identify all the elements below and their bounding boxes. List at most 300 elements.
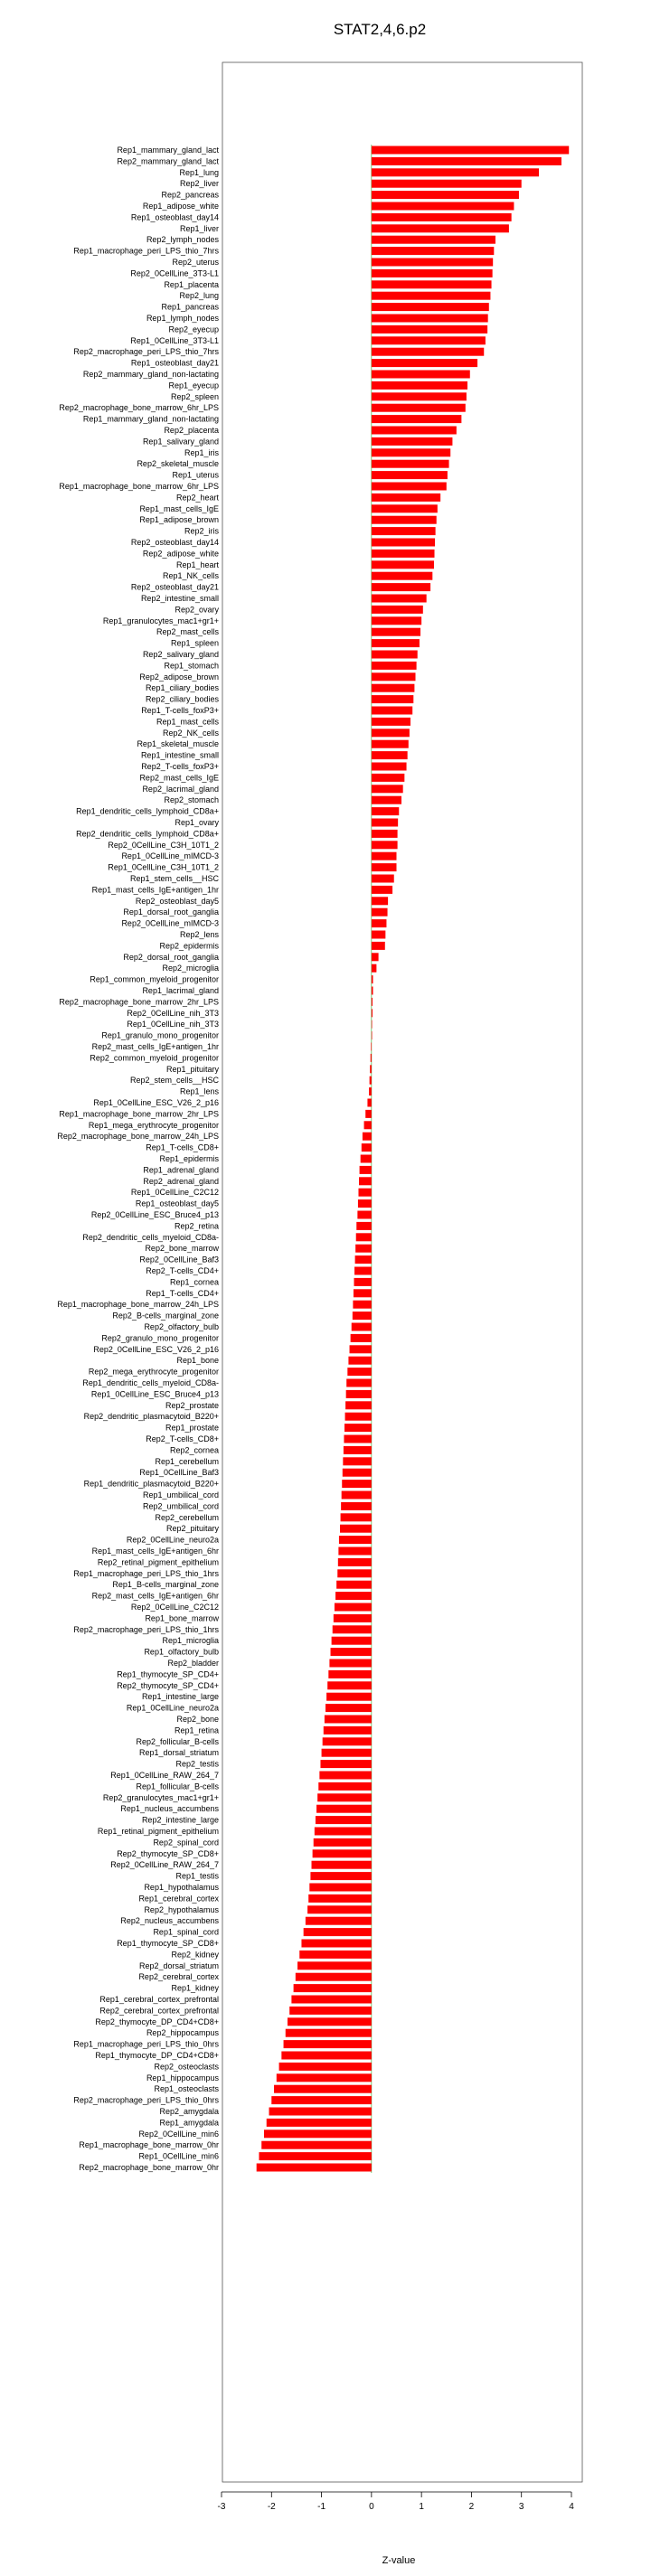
bar <box>370 1065 372 1073</box>
category-label: Rep1_0CellLine_C3H_10T1_2 <box>108 862 219 872</box>
category-label: Rep1_liver <box>179 223 219 233</box>
category-label: Rep1_mast_cells_IgE <box>139 503 219 513</box>
category-label: Rep2_dendritic_cells_myeloid_CD8a- <box>82 1232 219 1242</box>
bar <box>372 718 410 726</box>
bar <box>372 236 495 244</box>
bar <box>372 303 489 311</box>
bar <box>354 1289 372 1297</box>
bar <box>323 1737 372 1745</box>
category-label: Rep2_dorsal_striatum <box>138 1960 219 1970</box>
bar <box>372 886 392 894</box>
category-label: Rep1_T-cells_CD8+ <box>146 1142 219 1152</box>
bar <box>331 1648 372 1656</box>
bar <box>335 1603 372 1612</box>
bar <box>372 292 491 300</box>
bars-group <box>257 146 570 2172</box>
bar <box>326 1704 372 1712</box>
category-label: Rep2_dendritic_cells_lymphoid_CD8a+ <box>76 829 219 839</box>
category-label: Rep1_common_myeloid_progenitor <box>90 974 219 984</box>
bar <box>261 2141 372 2149</box>
category-label: Rep2_0CellLine_ESC_Bruce4_p13 <box>90 1210 219 1219</box>
category-label: Rep1_cerebellum <box>155 1456 219 1466</box>
category-label: Rep2_cerebellum <box>155 1512 219 1522</box>
bar <box>354 1278 372 1286</box>
bar <box>372 516 437 524</box>
bar <box>372 672 416 681</box>
bar <box>355 1255 372 1264</box>
category-label: Rep2_T-cells_foxP3+ <box>141 762 219 771</box>
bar <box>372 157 561 165</box>
category-label: Rep2_skeletal_muscle <box>137 459 219 469</box>
bar <box>372 437 453 446</box>
category-label: Rep2_bone <box>176 1715 219 1724</box>
category-label: Rep1_skeletal_muscle <box>137 739 219 749</box>
bar <box>334 1614 372 1622</box>
category-label: Rep1_thymocyte_SP_CD8+ <box>117 1939 219 1948</box>
category-label: Rep1_thymocyte_DP_CD4+CD8+ <box>95 2051 219 2060</box>
category-label: Rep2_0CellLine_C3H_10T1_2 <box>108 840 219 850</box>
bar <box>352 1323 372 1331</box>
category-label: Rep1_osteoclasts <box>154 2084 219 2094</box>
category-label: Rep2_ciliary_bodies <box>145 694 219 704</box>
bar <box>344 1424 372 1432</box>
category-label: Rep2_0CellLine_mIMCD-3 <box>121 918 219 928</box>
category-label: Rep2_0CellLine_RAW_264_7 <box>110 1860 219 1870</box>
category-label: Rep1_cerebral_cortex_prefrontal <box>99 1995 219 2004</box>
bar <box>342 1480 372 1488</box>
bar <box>353 1301 371 1309</box>
category-label: Rep2_liver <box>179 179 219 189</box>
bar <box>372 852 397 860</box>
category-label: Rep2_stem_cells__HSC <box>129 1076 219 1086</box>
bar <box>289 2007 372 2015</box>
category-label: Rep2_macrophage_bone_marrow_2hr_LPS <box>59 997 219 1007</box>
category-label: Rep2_amygdala <box>159 2107 219 2116</box>
bar <box>372 224 509 232</box>
bar <box>277 2073 372 2082</box>
bar <box>271 2096 372 2104</box>
bar <box>344 1435 371 1443</box>
category-label: Rep1_pancreas <box>161 302 219 312</box>
category-label: Rep1_macrophage_bone_marrow_0hr <box>79 2140 219 2150</box>
bar <box>370 1076 372 1085</box>
category-label: Rep2_macrophage_bone_marrow_24h_LPS <box>57 1132 219 1142</box>
category-label: Rep2_mast_cells_IgE+antigen_6hr <box>91 1591 219 1601</box>
category-label: Rep1_retina <box>174 1725 219 1735</box>
category-label: Rep1_macrophage_bone_marrow_6hr_LPS <box>59 482 219 491</box>
category-label: Rep2_cornea <box>169 1445 219 1455</box>
bar <box>372 819 398 827</box>
category-label: Rep1_adrenal_gland <box>143 1165 219 1175</box>
category-label: Rep2_macrophage_peri_LPS_thio_1hrs <box>73 1624 219 1634</box>
bar <box>333 1625 372 1633</box>
bar <box>339 1536 372 1544</box>
bar <box>294 1984 372 1992</box>
category-label: Rep1_osteoblast_day5 <box>135 1199 219 1208</box>
x-axis <box>218 2492 575 2512</box>
category-label: Rep2_mega_erythrocyte_progenitor <box>88 1367 219 1377</box>
category-label: Rep1_0CellLine_RAW_264_7 <box>110 1771 219 1780</box>
bar <box>372 953 379 961</box>
category-label: Rep2_mammary_gland_non-lactating <box>82 370 219 379</box>
category-label: Rep1_iris <box>184 447 219 457</box>
category-label: Rep1_cerebral_cortex <box>138 1894 219 1904</box>
bar <box>372 460 449 468</box>
bar <box>281 2052 372 2060</box>
category-label: Rep1_macrophage_peri_LPS_thio_0hrs <box>73 2039 219 2049</box>
category-label: Rep2_B-cells_marginal_zone <box>112 1311 219 1321</box>
category-label: Rep1_NK_cells <box>162 571 219 581</box>
bar <box>372 628 420 636</box>
bar <box>284 2040 372 2048</box>
category-label: Rep1_macrophage_peri_LPS_thio_1hrs <box>73 1568 219 1578</box>
category-label: Rep2_cerebral_cortex <box>138 1972 219 1982</box>
bar <box>267 2119 372 2127</box>
bar <box>372 483 447 491</box>
bar <box>329 1659 371 1668</box>
bar <box>372 964 377 973</box>
x-tick-label: 3 <box>518 2502 524 2512</box>
bar <box>340 1525 372 1533</box>
bar <box>372 796 401 804</box>
bar <box>372 651 418 659</box>
category-label: Rep1_thymocyte_SP_CD4+ <box>117 1669 219 1679</box>
bar <box>306 1917 372 1925</box>
bar <box>365 1110 372 1118</box>
category-label: Rep2_intestine_large <box>141 1815 219 1825</box>
category-label: Rep2_kidney <box>171 1950 219 1960</box>
category-label: Rep1_intestine_large <box>141 1692 219 1702</box>
category-label: Rep2_0CellLine_min6 <box>138 2129 219 2139</box>
bar <box>372 583 430 591</box>
bar <box>372 729 410 737</box>
category-label: Rep1_T-cells_foxP3+ <box>141 706 219 715</box>
category-label: Rep1_0CellLine_3T3-L1 <box>130 335 219 345</box>
bar <box>372 191 519 199</box>
category-label: Rep1_ciliary_bodies <box>145 683 219 693</box>
bar <box>371 1054 372 1062</box>
bar <box>372 707 412 715</box>
category-label: Rep1_0CellLine_ESC_V26_2_p16 <box>93 1098 219 1107</box>
bar <box>337 1569 372 1577</box>
bar <box>316 1805 372 1813</box>
bar <box>372 875 394 883</box>
category-label: Rep1_bone <box>176 1356 219 1366</box>
category-label: Rep2_NK_cells <box>162 728 219 738</box>
bar <box>372 359 477 367</box>
bar <box>274 2085 372 2093</box>
category-label: Rep1_mast_cells_IgE+antigen_6hr <box>91 1547 219 1556</box>
category-label: Rep2_spinal_cord <box>153 1838 219 1847</box>
category-label: Rep1_mast_cells <box>156 717 219 727</box>
category-label: Rep2_dendritic_plasmacytoid_B220+ <box>83 1412 219 1422</box>
bar <box>312 1861 372 1869</box>
bar <box>322 1749 372 1757</box>
bar <box>327 1681 372 1689</box>
category-label: Rep1_amygdala <box>159 2118 219 2128</box>
bar <box>279 2063 372 2071</box>
category-label: Rep2_mast_cells_IgE <box>139 773 219 783</box>
bar <box>372 774 404 782</box>
category-label: Rep2_thymocyte_SP_CD4+ <box>117 1680 219 1690</box>
bar <box>361 1155 372 1163</box>
category-label: Rep1_B-cells_marginal_zone <box>112 1580 219 1590</box>
bar <box>372 404 466 412</box>
bar <box>372 471 448 479</box>
category-label: Rep1_dendritic_cells_myeloid_CD8a- <box>82 1378 219 1387</box>
bar <box>372 550 435 558</box>
bar <box>372 897 388 905</box>
category-label: Rep1_0CellLine_ESC_Bruce4_p13 <box>90 1389 219 1399</box>
bar <box>328 1670 372 1678</box>
bar <box>372 662 417 670</box>
bar <box>359 1177 372 1185</box>
bar <box>318 1782 372 1791</box>
category-label: Rep1_salivary_gland <box>142 437 219 447</box>
bar <box>372 1031 373 1039</box>
bar <box>372 695 413 703</box>
bar <box>369 1087 372 1095</box>
category-label: Rep1_olfactory_bulb <box>144 1647 219 1657</box>
category-label: Rep1_bone_marrow <box>145 1613 219 1623</box>
category-label: Rep2_intestine_small <box>140 594 219 603</box>
category-label: Rep2_0CellLine_ESC_V26_2_p16 <box>93 1344 219 1354</box>
bar <box>325 1716 372 1724</box>
category-label: Rep2_0CellLine_neuro2a <box>126 1535 219 1545</box>
category-label: Rep2_osteoclasts <box>154 2062 219 2072</box>
bar <box>372 684 415 692</box>
bar <box>343 1457 372 1465</box>
category-label: Rep1_mega_erythrocyte_progenitor <box>88 1120 219 1130</box>
bar <box>372 639 420 647</box>
bar <box>372 348 484 356</box>
category-label: Rep1_nucleus_accumbens <box>120 1804 219 1814</box>
category-label: Rep2_0CellLine_C2C12 <box>130 1603 219 1612</box>
category-label: Rep1_hippocampus <box>146 2073 219 2082</box>
category-label: Rep1_stem_cells__HSC <box>129 874 219 883</box>
bar <box>345 1413 372 1421</box>
x-axis-label: Z-value <box>382 2555 416 2566</box>
category-label: Rep2_follicular_B-cells <box>136 1736 219 1746</box>
category-label: Rep1_cornea <box>169 1277 219 1287</box>
bar <box>356 1222 372 1230</box>
bar <box>315 1828 372 1836</box>
category-label: Rep2_0CellLine_3T3-L1 <box>130 268 219 278</box>
bar <box>320 1760 371 1768</box>
bar <box>372 785 403 793</box>
bar <box>301 1940 371 1948</box>
category-label: Rep2_0CellLine_nih_3T3 <box>127 1008 219 1018</box>
bar <box>363 1133 372 1141</box>
category-label: Rep1_adipose_white <box>142 202 219 211</box>
category-label: Rep2_common_myeloid_progenitor <box>90 1053 219 1063</box>
category-label: Rep2_salivary_gland <box>142 650 219 659</box>
bar <box>372 427 457 435</box>
bar <box>372 213 512 221</box>
category-label: Rep2_bone_marrow <box>145 1244 219 1254</box>
category-label: Rep1_hypothalamus <box>144 1883 219 1892</box>
category-label: Rep2_thymocyte_DP_CD4+CD8+ <box>95 2017 219 2026</box>
category-label: Rep2_retinal_pigment_epithelium <box>97 1557 219 1567</box>
bar <box>357 1211 371 1219</box>
bar <box>296 1973 372 1981</box>
category-label: Rep1_ovary <box>175 818 219 827</box>
bar <box>372 908 388 917</box>
bar <box>308 1894 372 1903</box>
bar <box>372 763 407 771</box>
bar <box>372 315 488 323</box>
bar <box>291 1996 371 2004</box>
bar <box>345 1401 372 1409</box>
category-label: Rep2_eyecup <box>168 324 219 334</box>
category-label: Rep2_adrenal_gland <box>143 1176 219 1186</box>
bar <box>358 1199 372 1208</box>
bar <box>367 1099 371 1107</box>
bar <box>372 371 470 379</box>
category-label: Rep2_uterus <box>172 258 219 267</box>
bar <box>372 325 487 334</box>
bar <box>372 415 462 423</box>
category-label: Rep1_retinal_pigment_epithelium <box>97 1827 219 1836</box>
category-label: Rep2_osteoblast_day14 <box>130 538 219 547</box>
bar <box>372 740 409 748</box>
bar <box>364 1121 372 1129</box>
category-label: Rep1_adipose_brown <box>139 515 219 525</box>
bar <box>372 975 373 983</box>
category-label: Rep1_granulo_mono_progenitor <box>101 1030 219 1040</box>
bar <box>346 1379 372 1387</box>
bar <box>372 448 450 456</box>
category-label: Rep1_macrophage_bone_marrow_24h_LPS <box>57 1300 219 1310</box>
category-label: Rep1_uterus <box>172 470 219 480</box>
bar <box>338 1547 371 1556</box>
bar <box>313 1849 372 1857</box>
category-label: Rep1_epidermis <box>159 1154 219 1163</box>
category-label: Rep2_prostate <box>165 1400 219 1410</box>
category-label: Rep1_osteoblast_day14 <box>130 212 219 222</box>
bar <box>297 1961 372 1970</box>
bar <box>342 1491 372 1500</box>
category-label: Rep1_umbilical_cord <box>142 1490 219 1500</box>
category-label: Rep1_microglia <box>162 1636 219 1646</box>
bar <box>350 1345 372 1353</box>
bar <box>326 1693 372 1701</box>
category-label: Rep1_0CellLine_min6 <box>138 2151 219 2161</box>
bar <box>372 807 399 815</box>
bar <box>372 998 373 1006</box>
bar <box>372 1009 373 1017</box>
x-tick-label: 0 <box>369 2502 374 2512</box>
category-label: Rep1_placenta <box>164 279 219 289</box>
bar <box>299 1951 372 1959</box>
category-label: Rep2_mast_cells_IgE+antigen_1hr <box>91 1042 219 1051</box>
bar <box>286 2029 372 2037</box>
bar <box>372 259 493 267</box>
bar <box>309 1884 372 1892</box>
category-label: Rep1_macrophage_bone_marrow_2hr_LPS <box>59 1109 219 1119</box>
bar <box>335 1592 372 1600</box>
category-label: Rep2_umbilical_cord <box>142 1501 219 1511</box>
bar <box>372 830 398 838</box>
bar <box>358 1189 371 1197</box>
category-label: Rep2_mammary_gland_lact <box>117 156 219 166</box>
category-label: Rep2_lens <box>179 930 219 939</box>
bar <box>355 1245 372 1253</box>
chart-title: STAT2,4,6.p2 <box>333 21 427 38</box>
bar <box>372 180 522 188</box>
category-label: Rep1_stomach <box>164 661 219 671</box>
category-label: Rep1_osteoblast_day21 <box>130 358 219 368</box>
category-label: Rep2_testis <box>175 1759 219 1769</box>
bar <box>372 919 387 927</box>
x-tick-label: 2 <box>468 2502 475 2512</box>
category-label: Rep1_granulocytes_mac1+gr1+ <box>102 616 219 625</box>
category-label: Rep1_0CellLine_neuro2a <box>126 1703 219 1713</box>
category-label: Rep1_eyecup <box>168 381 219 390</box>
category-label: Rep2_stomach <box>164 795 219 805</box>
bar <box>372 527 436 535</box>
category-label: Rep2_hippocampus <box>146 2028 219 2038</box>
category-label: Rep1_0CellLine_C2C12 <box>130 1188 219 1198</box>
category-label: Rep2_dorsal_root_ganglia <box>123 952 219 962</box>
category-label: Rep2_placenta <box>164 426 219 435</box>
bar <box>332 1637 372 1645</box>
bar <box>354 1267 372 1275</box>
category-label: Rep1_macrophage_peri_LPS_thio_7hrs <box>73 246 219 256</box>
category-label: Rep2_osteoblast_day5 <box>135 896 219 906</box>
category-label: Rep2_macrophage_bone_marrow_6hr_LPS <box>59 403 219 413</box>
category-label: Rep1_lymph_nodes <box>146 314 219 323</box>
bar <box>372 202 514 211</box>
category-label: Rep2_iris <box>184 526 219 536</box>
bar <box>372 931 385 939</box>
x-tick-label: -1 <box>317 2502 326 2512</box>
bar <box>314 1838 372 1847</box>
bar <box>356 1233 372 1241</box>
category-label: Rep1_dendritic_plasmacytoid_B220+ <box>83 1479 219 1489</box>
category-label: Rep2_cerebral_cortex_prefrontal <box>99 2006 219 2016</box>
category-label: Rep1_testis <box>175 1871 219 1881</box>
category-label: Rep2_heart <box>175 493 219 503</box>
category-label: Rep2_osteoblast_day21 <box>130 582 219 592</box>
category-label: Rep2_lacrimal_gland <box>142 784 219 794</box>
bar <box>372 280 492 288</box>
category-label: Rep2_granulo_mono_progenitor <box>101 1333 219 1343</box>
bar <box>372 336 486 344</box>
bar <box>259 2152 371 2160</box>
category-label: Rep2_adipose_white <box>142 549 219 559</box>
category-label: Rep2_thymocyte_SP_CD8+ <box>117 1848 219 1858</box>
bar <box>372 841 398 849</box>
category-label: Rep2_retina <box>174 1221 219 1231</box>
category-labels-group <box>57 146 219 2172</box>
bar <box>372 392 467 400</box>
x-tick-label: 4 <box>569 2502 574 2512</box>
category-label: Rep2_spleen <box>170 391 219 401</box>
bar <box>346 1390 372 1398</box>
bar <box>372 560 434 569</box>
category-label: Rep1_kidney <box>171 1983 219 1993</box>
bar <box>344 1446 372 1454</box>
bar <box>372 606 423 614</box>
x-tick-label: -2 <box>267 2502 276 2512</box>
x-tick-label: -3 <box>217 2502 226 2512</box>
bar <box>372 595 427 603</box>
category-label: Rep1_pituitary <box>165 1064 219 1074</box>
bar <box>372 616 421 625</box>
category-label: Rep2_T-cells_CD4+ <box>146 1266 219 1275</box>
category-label: Rep2_lymph_nodes <box>146 235 219 245</box>
